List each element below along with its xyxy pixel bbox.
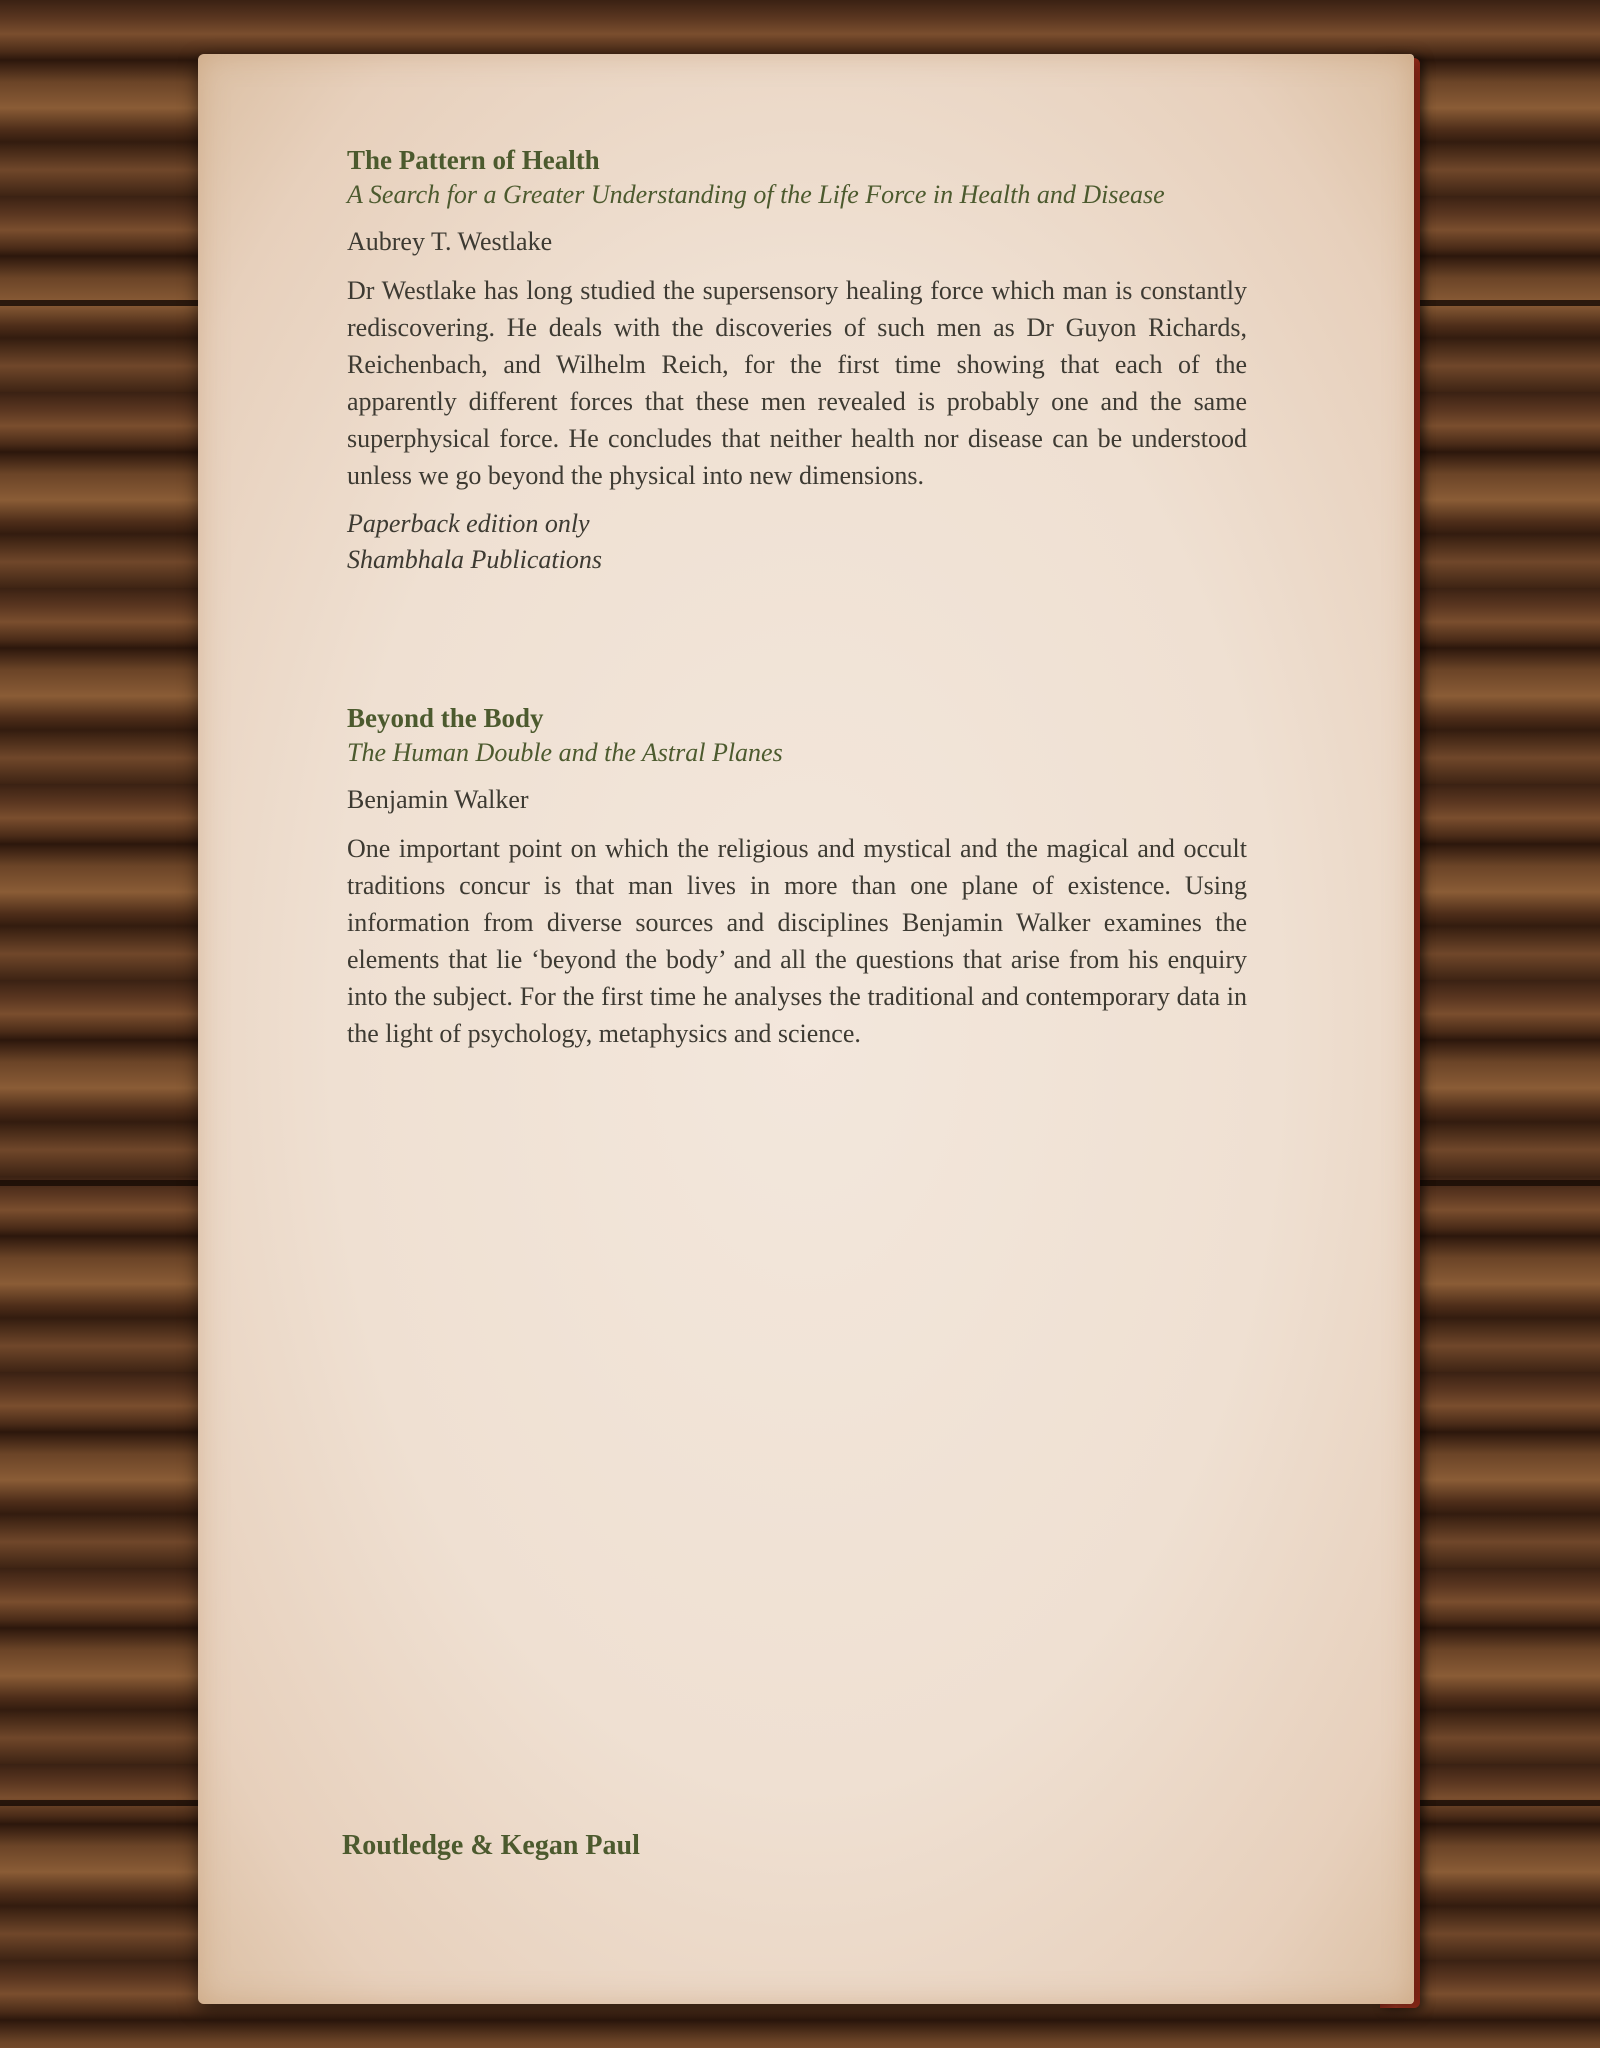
book-description: Dr Westlake has long studied the supersensory healing force which man is constantly rediscovering. He deals with the discoveries of such men as Dr Guyon Richards, Reichenbach, and Wilhelm Reich, for the first time showing that each of the apparently different forces that these men revealed is probably one and the same superphysical force. He concludes that neither health nor disease can be understood unless we go beyond the physical into new dimensions. (347, 276, 1247, 490)
edition-note (347, 506, 1247, 578)
book-author: Aubrey T. Westlake (347, 227, 553, 256)
publisher-note-line: Shambhala Publications (347, 545, 602, 574)
book-description: One important point on which the religious and mystical and the magical and occult traditions concur is that man lives in more than one plane of existence. Using information from diverse sources and disciplines Benjamin Walker examines the elements that lie ‘beyond the body’ and all the questions that arise from his enquiry into the subject. For the first time he analyses the traditional and contemporary data in the light of psychology, metaphysics and science. (347, 834, 1247, 1048)
publisher-name: Routledge & Kegan Paul (342, 1830, 640, 1861)
book-author: Benjamin Walker (347, 785, 529, 814)
book-title: The Pattern of Health (347, 145, 600, 175)
edition-note-line: Paperback edition only (347, 509, 590, 538)
book-entry-pattern-of-health (347, 142, 1247, 578)
book-entry-beyond-the-body (347, 700, 1247, 1052)
book-title: Beyond the Body (347, 703, 544, 733)
book-subtitle: The Human Double and the Astral Planes (347, 738, 783, 767)
book-subtitle: A Search for a Greater Understanding of the Life Force in Health and Disease (347, 180, 1165, 209)
